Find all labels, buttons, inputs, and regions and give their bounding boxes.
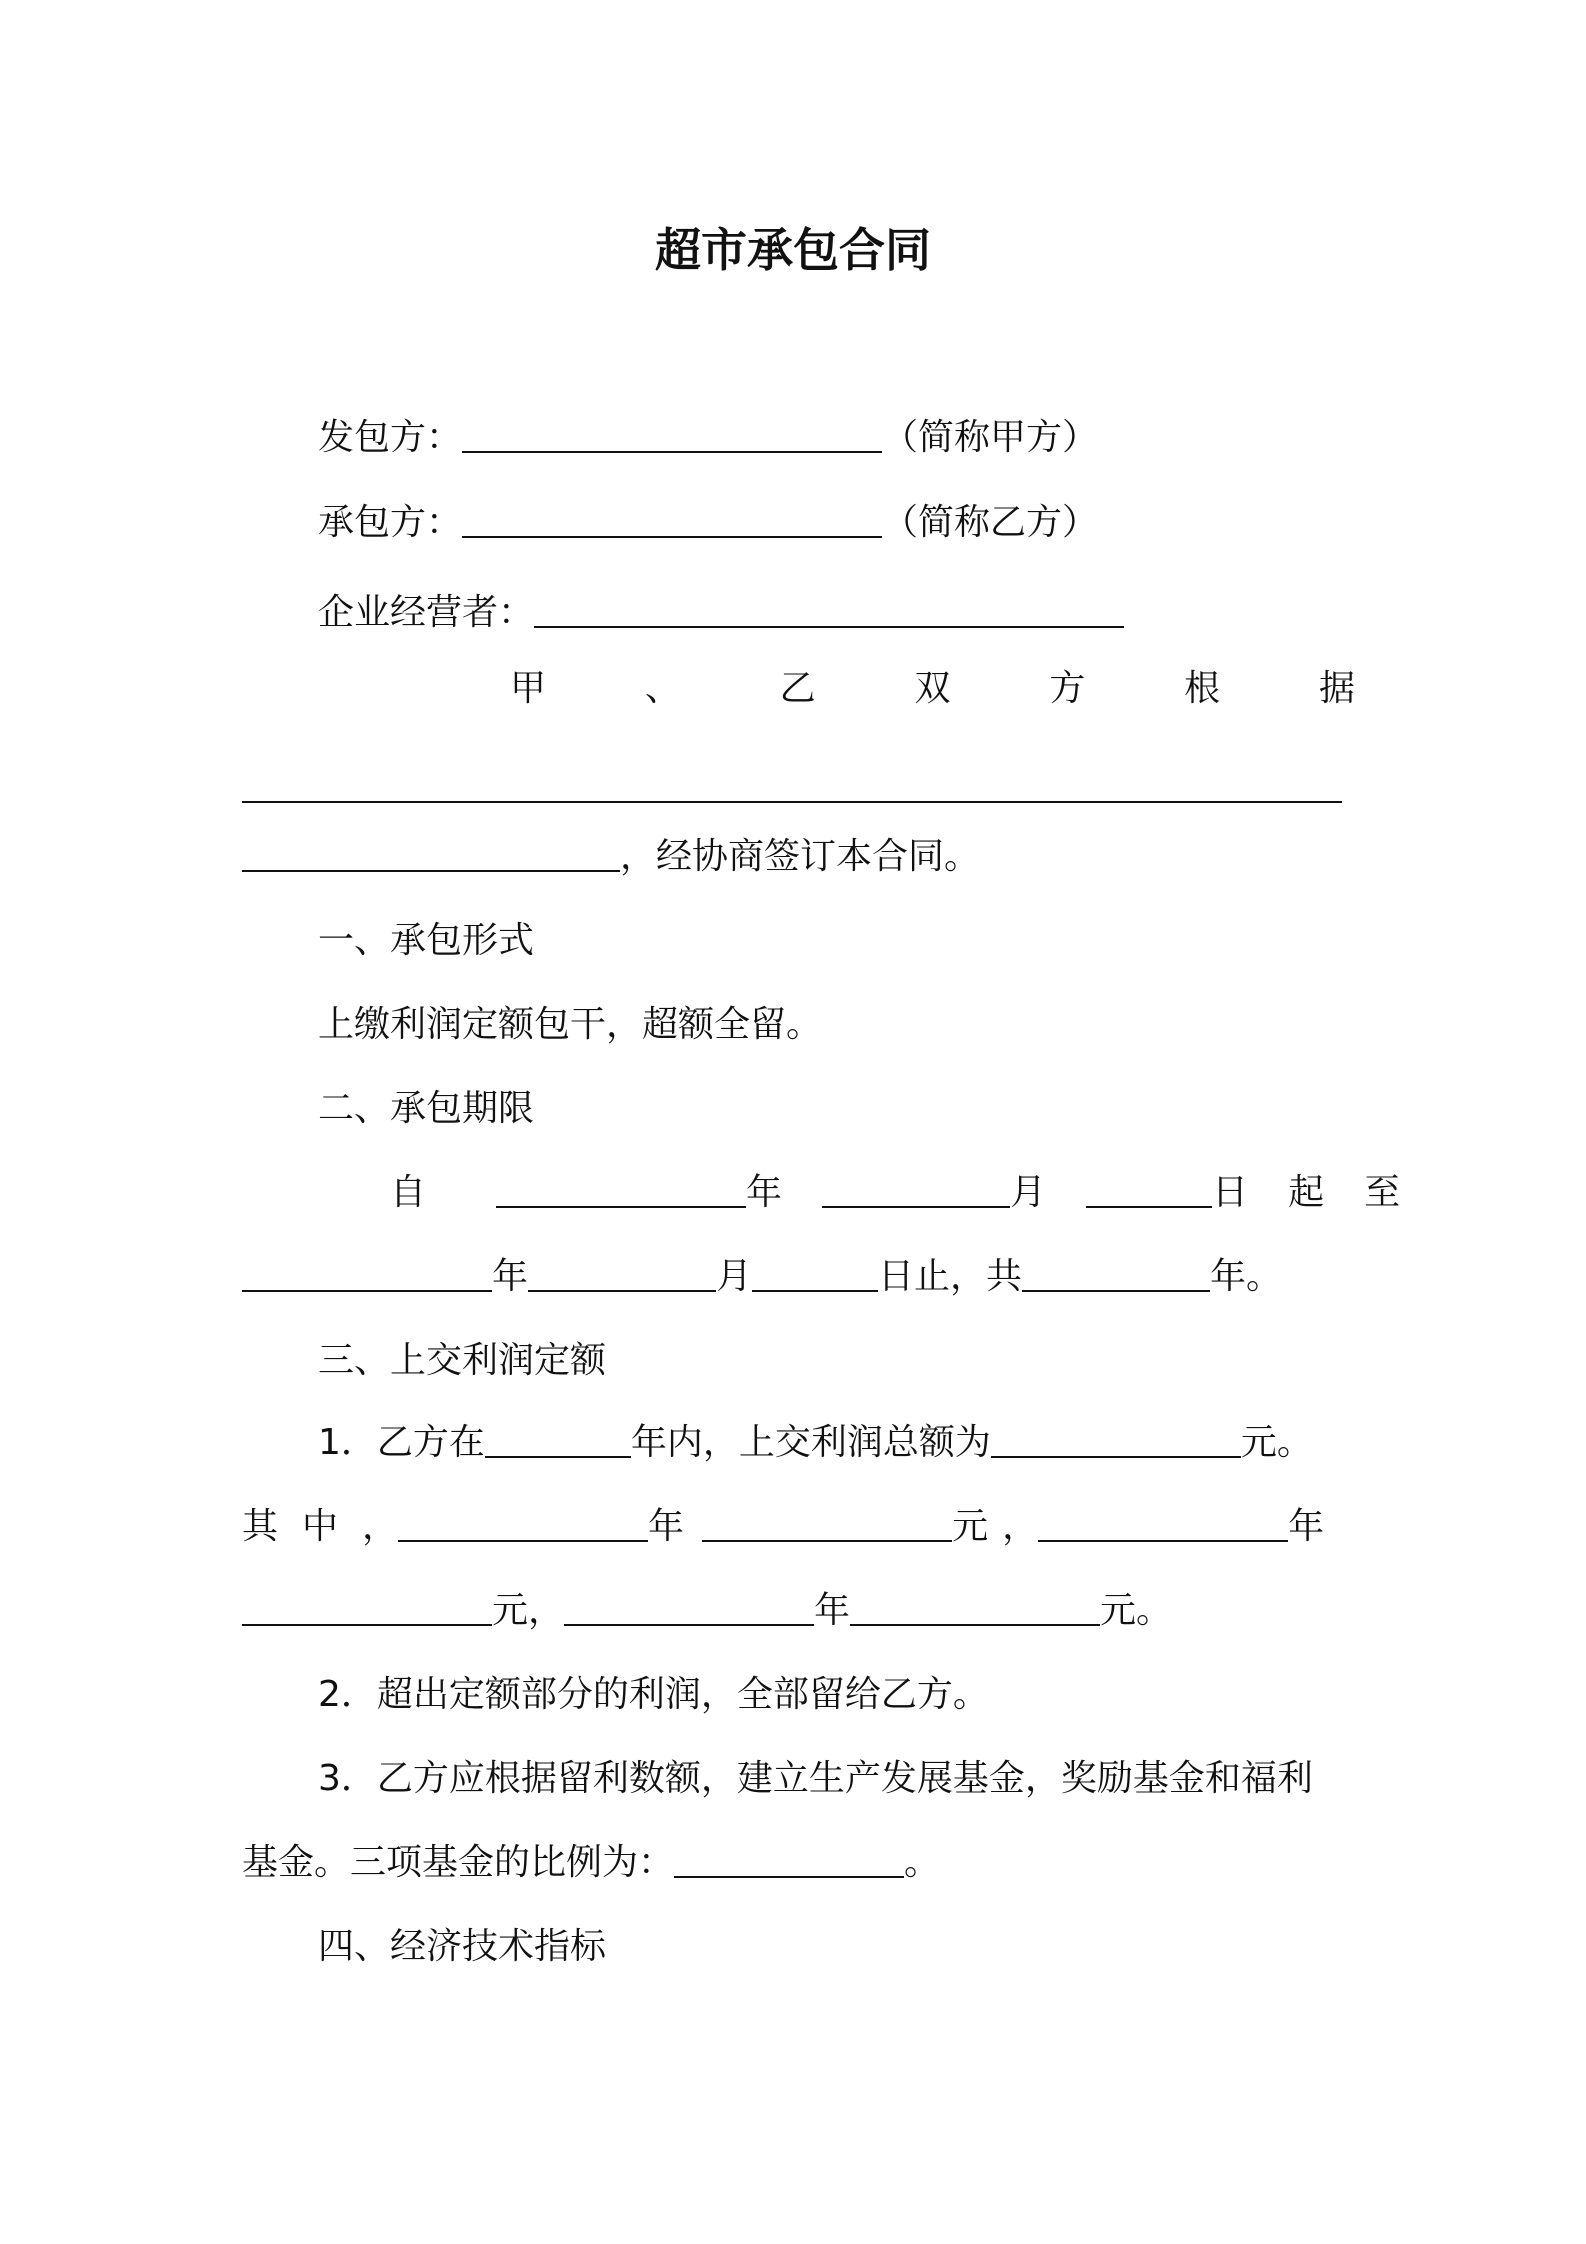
- fund-ratio-label: 基金。三项基金的比例为：: [242, 1842, 675, 1883]
- breakdown-amount3-label: 元。: [1100, 1590, 1173, 1631]
- basis-char: 甲: [510, 668, 547, 709]
- term-year-label: 年: [746, 1172, 783, 1213]
- section-1-title: 一、承包形式: [318, 920, 535, 961]
- profit-comma: ，: [362, 1506, 399, 1547]
- basis-char: 方: [1049, 668, 1086, 709]
- basis-blank-short[interactable]: [242, 838, 620, 872]
- party-b-line: [318, 500, 1431, 546]
- term-from: 自: [390, 1172, 427, 1213]
- basis-spaced-line: [510, 666, 1355, 712]
- party-a-suffix: （简称甲方）: [882, 417, 1099, 458]
- party-b-label: 承包方：: [318, 502, 463, 543]
- basis-end-text: ，经协商签订本合同。: [620, 836, 981, 877]
- term-end-month-blank[interactable]: [528, 1258, 716, 1292]
- profit-item-3-line-2: [242, 1840, 1355, 1886]
- term-line-1: [390, 1170, 1401, 1216]
- breakdown-amount1-blank[interactable]: [702, 1508, 952, 1542]
- term-start-year-blank[interactable]: [496, 1174, 746, 1208]
- breakdown-amount1-label: 元: [952, 1506, 989, 1547]
- profit-item-1: [318, 1420, 1431, 1466]
- section-1-body: 上缴利润定额包干，超额全留。: [318, 1004, 823, 1045]
- fund-ratio-blank[interactable]: [674, 1844, 904, 1878]
- basis-char: 双: [914, 668, 951, 709]
- term-day-label: 日: [1212, 1172, 1249, 1213]
- party-a-line: [318, 415, 1431, 461]
- term-zhi: 至: [1364, 1172, 1401, 1213]
- profit-zhong: 中: [302, 1506, 339, 1547]
- breakdown-amount3-blank[interactable]: [850, 1592, 1100, 1626]
- operator-label: 企业经营者：: [318, 592, 535, 633]
- basis-blank-full[interactable]: [242, 769, 1342, 803]
- breakdown-year3-blank[interactable]: [564, 1592, 814, 1626]
- profit-comma-2: ，: [1002, 1506, 1039, 1547]
- basis-end-line: [242, 834, 1355, 880]
- term-end-year-label: 年: [492, 1256, 529, 1297]
- profit-item-1-c: 元。: [1240, 1422, 1313, 1463]
- term-line-2: [242, 1254, 1355, 1300]
- profit-item-1-b: 年内，上交利润总额为: [630, 1422, 991, 1463]
- fund-ratio-end: 。: [904, 1842, 941, 1883]
- basis-char: 根: [1184, 668, 1221, 709]
- party-b-blank[interactable]: [462, 504, 882, 538]
- party-a-blank[interactable]: [462, 419, 882, 453]
- breakdown-year3-label: 年: [814, 1590, 851, 1631]
- breakdown-amount2-blank[interactable]: [242, 1592, 492, 1626]
- profit-item-3-line-1: 3．乙方应根据留利数额，建立生产发展基金，奖励基金和福利: [318, 1758, 1313, 1799]
- term-total-years-blank[interactable]: [1022, 1258, 1210, 1292]
- basis-char: 、: [644, 668, 681, 709]
- profit-item-2: 2．超出定额部分的利润，全部留给乙方。: [318, 1674, 989, 1715]
- basis-char: 据: [1318, 668, 1355, 709]
- basis-char: 乙: [779, 668, 816, 709]
- basis-blank-line: [242, 765, 1355, 811]
- term-end-year-blank[interactable]: [242, 1258, 492, 1292]
- term-end-day-label: 日止，共: [878, 1256, 1023, 1297]
- term-month-label: 月: [1010, 1172, 1047, 1213]
- term-end-month-label: 月: [716, 1256, 753, 1297]
- party-a-label: 发包方：: [318, 417, 463, 458]
- breakdown-year2-blank[interactable]: [1038, 1508, 1288, 1542]
- profit-item-1-a: 1．乙方在: [318, 1422, 485, 1463]
- profit-breakdown-line-2: [242, 1588, 1355, 1634]
- breakdown-year2-label: 年: [1288, 1506, 1325, 1547]
- profit-qi: 其: [242, 1506, 279, 1547]
- profit-breakdown-line-1: [242, 1504, 1355, 1550]
- section-2-title: 二、承包期限: [318, 1088, 535, 1129]
- term-start-day-blank[interactable]: [1086, 1174, 1212, 1208]
- breakdown-year1-label: 年: [648, 1506, 685, 1547]
- term-end-day-blank[interactable]: [752, 1258, 878, 1292]
- section-3-title: 三、上交利润定额: [318, 1340, 607, 1381]
- term-start-month-blank[interactable]: [822, 1174, 1010, 1208]
- operator-line: [318, 590, 1431, 636]
- document-title: 超市承包合同: [655, 223, 931, 277]
- breakdown-amount2-label: 元，: [492, 1590, 565, 1631]
- profit-years-blank[interactable]: [485, 1424, 631, 1458]
- term-total-years-label: 年。: [1210, 1256, 1283, 1297]
- profit-total-blank[interactable]: [991, 1424, 1241, 1458]
- party-b-suffix: （简称乙方）: [882, 502, 1099, 543]
- operator-blank[interactable]: [534, 594, 1124, 628]
- section-4-title: 四、经济技术指标: [318, 1926, 607, 1967]
- breakdown-year1-blank[interactable]: [398, 1508, 648, 1542]
- term-qi: 起: [1288, 1172, 1325, 1213]
